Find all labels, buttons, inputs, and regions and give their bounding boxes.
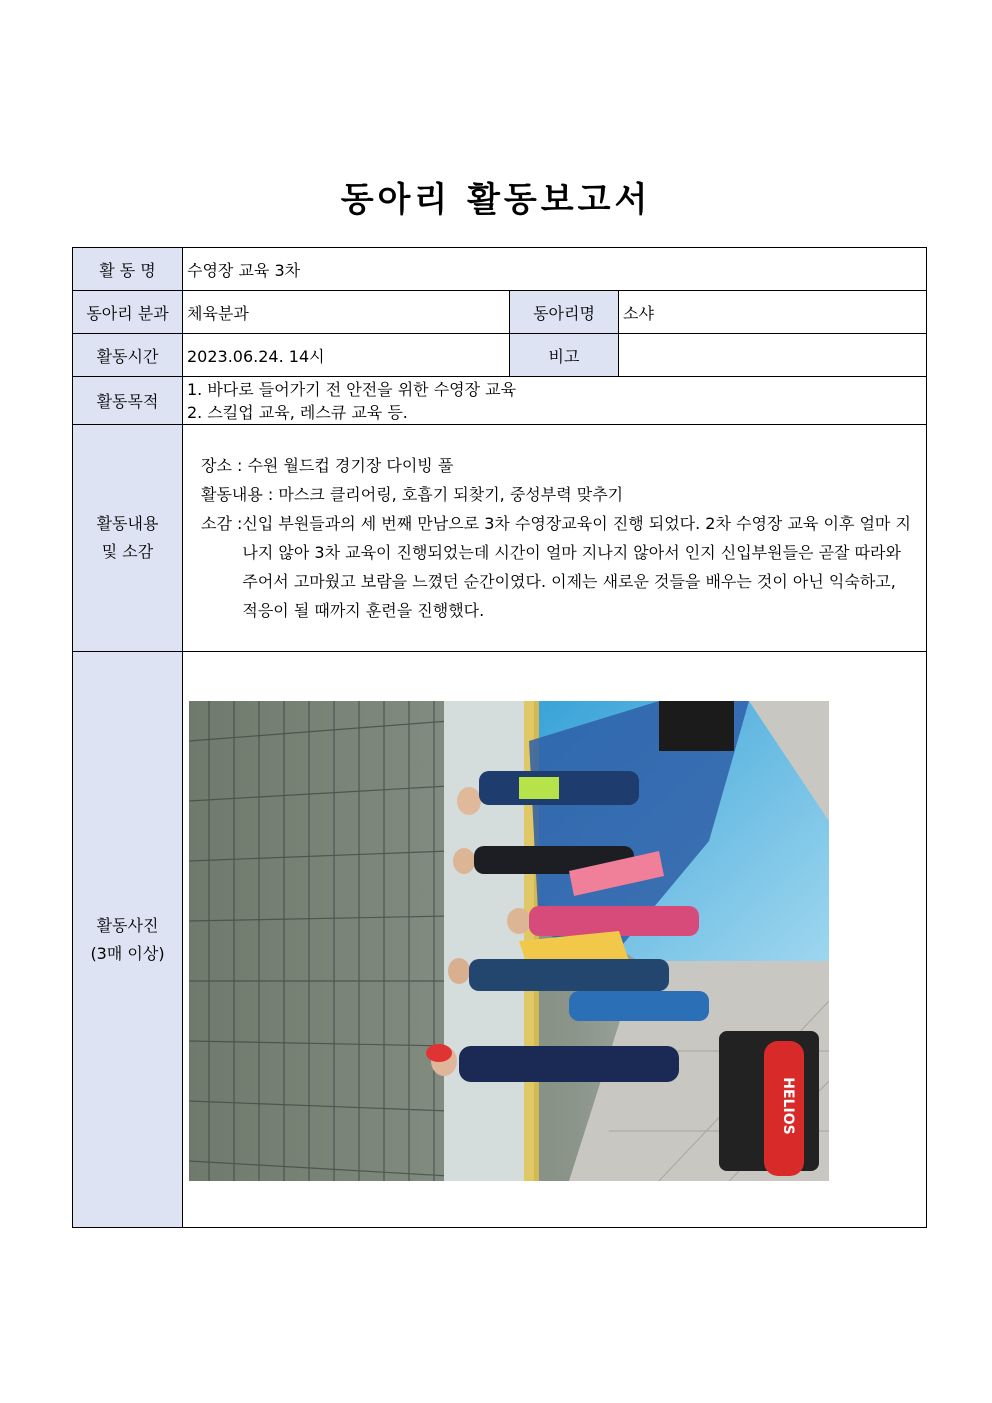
activity-time-label: 활동시간 <box>73 334 183 377</box>
photo-label <box>73 652 183 1228</box>
activity-photo <box>189 701 829 1181</box>
club-name-label: 동아리명 <box>510 291 619 334</box>
club-division-label: 동아리 분과 <box>73 291 183 334</box>
note-value <box>619 334 927 377</box>
club-division-value: 체육분과 <box>183 291 510 334</box>
photo-label-line2: (3매 이상) <box>90 943 165 963</box>
content-impression <box>201 509 914 625</box>
content-activities: 활동내용 : 마스크 클리어링, 호흡기 되찾기, 중성부력 맞추기 <box>201 485 624 504</box>
note-label: 비고 <box>510 334 619 377</box>
purpose-item: 2. 스킬업 교육, 레스큐 교육 등. <box>187 402 408 422</box>
report-table <box>72 247 927 1228</box>
helios-label: HELIOS <box>780 1076 796 1135</box>
purpose-value <box>183 377 927 425</box>
club-name-value: 소샤 <box>619 291 927 334</box>
content-value <box>183 425 927 652</box>
photo-cell <box>183 652 927 1228</box>
document-title: 동아리 활동보고서 <box>340 180 652 220</box>
activity-name-label: 활 동 명 <box>73 248 183 291</box>
content-place: 장소 : 수원 월드컵 경기장 다이빙 풀 <box>201 456 454 475</box>
content-label <box>73 425 183 652</box>
impression-key: 소감 : <box>201 514 243 533</box>
activity-name-value: 수영장 교육 3차 <box>183 248 927 291</box>
content-label-line2: 및 소감 <box>101 542 154 561</box>
activity-time-value: 2023.06.24. 14시 <box>183 334 510 377</box>
photo-label-line1: 활동사진 <box>96 915 159 935</box>
content-label-line1: 활동내용 <box>96 514 159 533</box>
purpose-label: 활동목적 <box>73 377 183 425</box>
purpose-item: 1. 바다로 들어가기 전 안전을 위한 수영장 교육 <box>187 379 517 399</box>
impression-text: 신입 부원들과의 세 번째 만남으로 3차 수영장교육이 진행 되었다. 2차 수영장 교육 이후 얼마 지나지 않아 3차 교육이 진행되었는데 시간이 얼마 지나지 않아서 인지 신입부원들은 곧잘 따라와주어서 고마웠고 보람을 느꼈던 순간이였다. 이제는 새로운 것들을 배우는 것이 아닌 익숙하고, 적응이 될 때까지 훈련을 진행했다. <box>242 514 911 620</box>
